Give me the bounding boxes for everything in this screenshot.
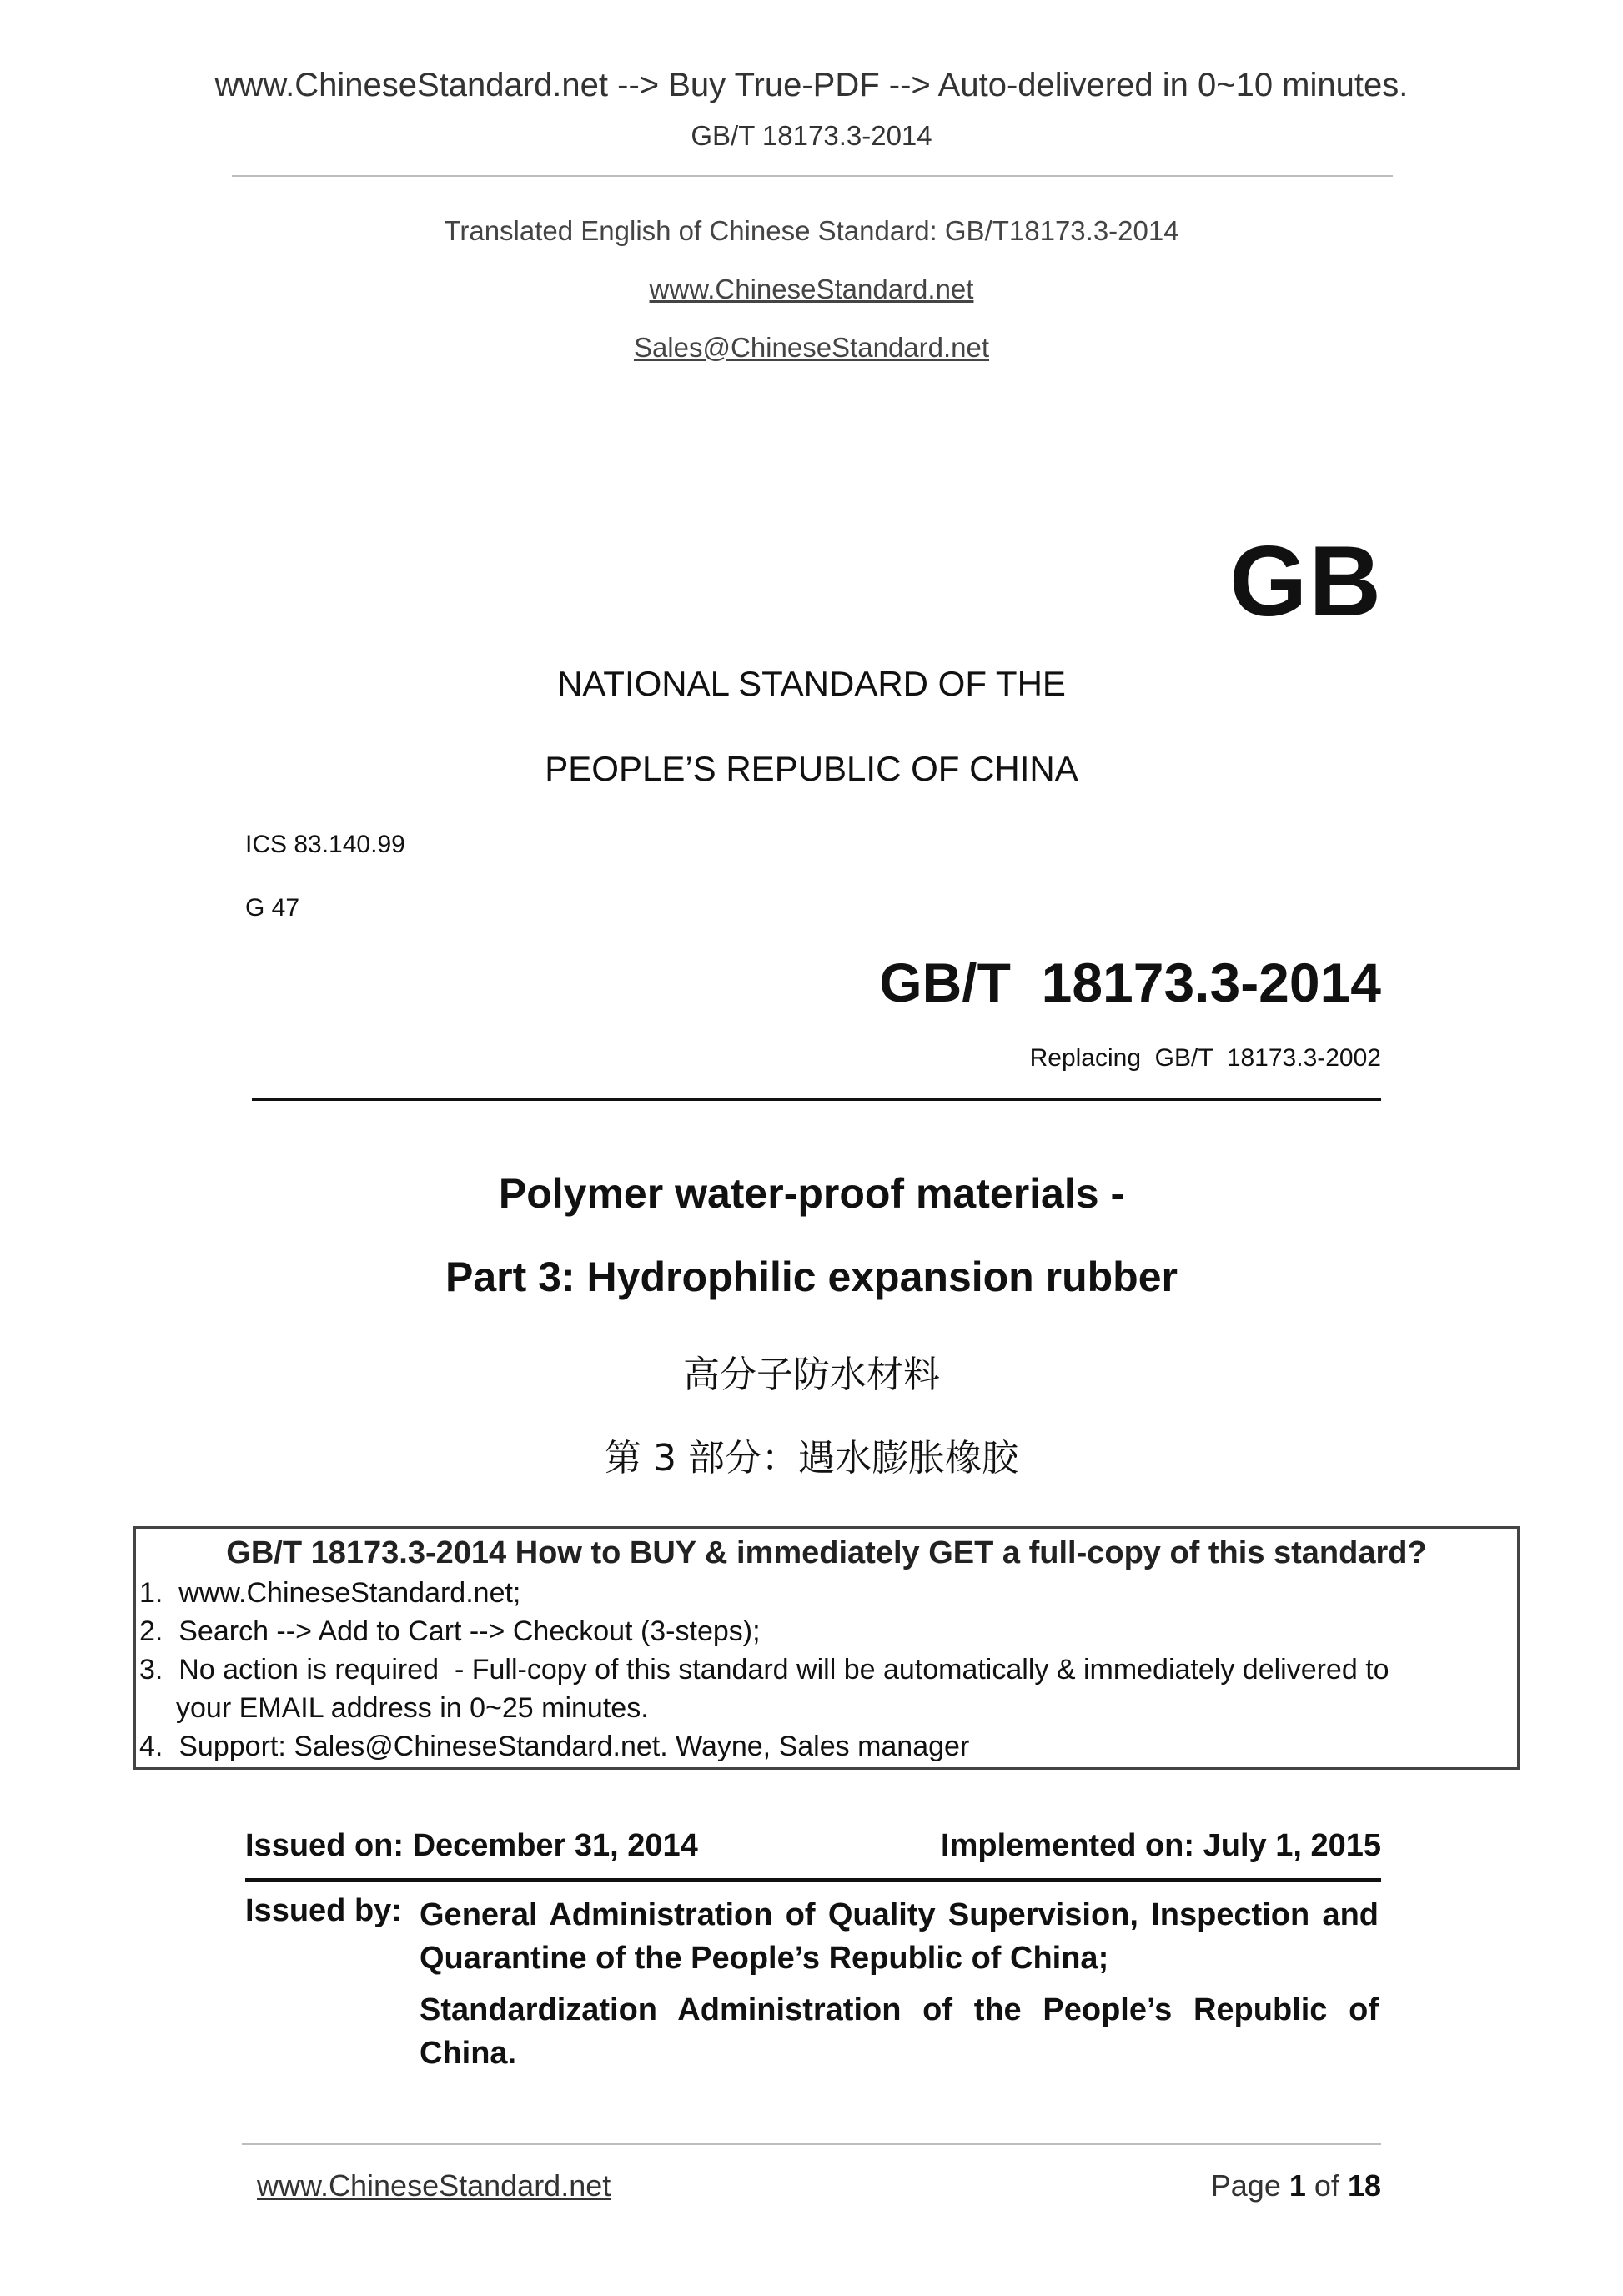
gb-logo: GB xyxy=(1229,525,1383,637)
buy-step-3: 3. No action is required - Full-copy of this standard will be automatically & immediately delivered to xyxy=(139,1654,1389,1686)
header-top-line: www.ChineseStandard.net --> Buy True-PDF --> Auto-delivered in 0~10 minutes. xyxy=(214,67,1409,103)
issued-by-org-1: General Administration of Quality Supervision, Inspection and Quarantine of the People’s Republic of China; xyxy=(420,1897,1379,1976)
header-standard-code: GB/T 18173.3-2014 xyxy=(691,120,932,151)
translated-note: Translated English of Chinese Standard: GB/T18173.3-2014 xyxy=(444,215,1179,246)
page-indicator xyxy=(1211,2168,1381,2203)
page-word: Page xyxy=(1210,2168,1281,2203)
buy-step-2: 2. Search --> Add to Cart --> Checkout (3-steps); xyxy=(139,1615,761,1647)
replacing-note: Replacing GB/T 18173.3-2002 xyxy=(1029,1044,1381,1072)
ics-code: ICS 83.140.99 xyxy=(245,831,405,858)
chinese-title-line2: 第 3 部分：遇水膨胀橡胶 xyxy=(605,1437,1018,1480)
website-link-row xyxy=(0,274,1623,305)
buy-box-title: GB/T 18173.3-2014 How to BUY & immediately GET a full-copy of this standard? xyxy=(226,1535,1427,1570)
national-standard-line2: PEOPLE’S REPUBLIC OF CHINA xyxy=(545,749,1078,788)
page-total: 18 xyxy=(1347,2168,1381,2203)
header-divider xyxy=(232,175,1393,177)
implemented-on: Implemented on: July 1, 2015 xyxy=(941,1828,1381,1863)
chinese-title-line1: 高分子防水材料 xyxy=(683,1354,940,1396)
national-standard-line1: NATIONAL STANDARD OF THE xyxy=(557,664,1066,703)
website-link[interactable]: www.ChineseStandard.net xyxy=(649,274,974,304)
title-line2: Part 3: Hydrophilic expansion rubber xyxy=(445,1254,1178,1300)
buy-step-3-continued: your EMAIL address in 0~25 minutes. xyxy=(176,1692,649,1724)
issued-by-org-2: Standardization Administration of the People’s Republic of China. xyxy=(420,1992,1379,2071)
buy-step-4: 4. Support: Sales@ChineseStandard.net. Wayne, Sales manager xyxy=(139,1731,970,1762)
cover-divider xyxy=(252,1098,1381,1101)
issued-on: Issued on: December 31, 2014 xyxy=(245,1828,698,1863)
email-link-row xyxy=(0,332,1623,364)
issue-divider xyxy=(245,1878,1381,1882)
email-link[interactable]: Sales@ChineseStandard.net xyxy=(633,332,990,363)
title-line1: Polymer water-proof materials - xyxy=(498,1170,1125,1217)
standard-code: GB/T 18173.3-2014 xyxy=(879,952,1381,1013)
buy-step-1: 1. www.ChineseStandard.net; xyxy=(139,1577,521,1609)
buy-instructions-box xyxy=(133,1526,1520,1770)
footer-website-link[interactable]: www.ChineseStandard.net xyxy=(257,2168,611,2203)
page-current: 1 xyxy=(1289,2168,1306,2203)
page-of: of xyxy=(1314,2168,1339,2203)
issued-by-label: Issued by: xyxy=(245,1893,402,1928)
ccs-code: G 47 xyxy=(245,894,300,922)
footer-divider xyxy=(242,2143,1381,2145)
